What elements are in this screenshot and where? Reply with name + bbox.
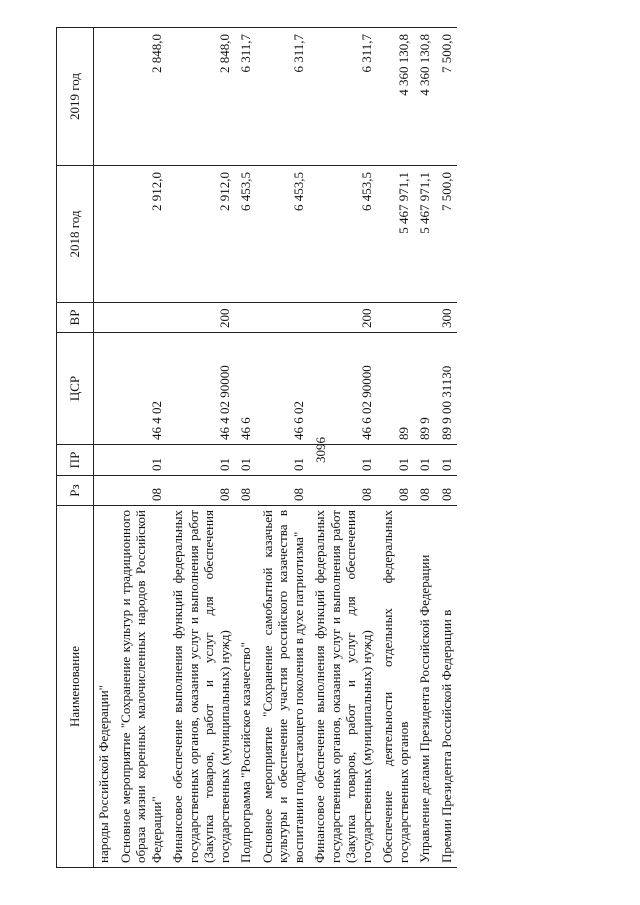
- row-rz: 08: [115, 476, 168, 506]
- row-2019: 6 311,7: [257, 28, 310, 166]
- row-name: Управление делами Президента Российской Федерации: [414, 506, 436, 868]
- row-2019: 4 360 130,8: [377, 28, 414, 166]
- budget-table: [56, 27, 457, 868]
- row-2019: 6 311,7: [309, 28, 377, 166]
- header-name: Наименование: [57, 506, 94, 868]
- header-2018: 2018 год: [57, 166, 94, 303]
- row-2019: 2 848,0: [115, 28, 168, 166]
- row-csr: 46 4 02 90000: [167, 333, 235, 445]
- row-2018: 6 453,5: [309, 166, 377, 303]
- row-2019: 2 848,0: [167, 28, 235, 166]
- row-csr: 46 4 02: [115, 333, 168, 445]
- row-csr: 46 6 02 90000: [309, 333, 377, 445]
- rotated-table-page: [56, 28, 596, 868]
- row-name: Основное мероприятие "Сохранение культур и традиционного образа жизни коренных малочисленных народов Российской Федерации": [115, 506, 168, 868]
- table-row: [235, 28, 257, 868]
- row-name: Основное мероприятие "Сохранение самобытной казачьей культуры и обеспечение участия российского казачества в воспитании подрастающего поколения в духе патриотизма": [257, 506, 310, 868]
- row-2018: 2 912,0: [167, 166, 235, 303]
- row-vr: [94, 303, 115, 333]
- row-rz: 08: [436, 476, 458, 506]
- row-pr: 01: [377, 445, 414, 476]
- row-pr: 01: [309, 445, 377, 476]
- row-name: Премии Президента Российской Федерации в: [436, 506, 458, 868]
- table-row: [167, 28, 235, 868]
- row-rz: 08: [235, 476, 257, 506]
- row-pr: 01: [414, 445, 436, 476]
- row-2019: [94, 28, 115, 166]
- table-row: [377, 28, 414, 868]
- page-number: 3096: [313, 437, 328, 463]
- row-rz: 08: [257, 476, 310, 506]
- header-2019: 2019 год: [57, 28, 94, 166]
- header-vr: ВР: [57, 303, 94, 333]
- row-2019: 6 311,7: [235, 28, 257, 166]
- row-2018: 7 500,0: [436, 166, 458, 303]
- row-pr: 01: [257, 445, 310, 476]
- row-rz: 08: [167, 476, 235, 506]
- table-row: [94, 28, 115, 868]
- row-pr: [94, 445, 115, 476]
- row-2018: 5 467 971,1: [414, 166, 436, 303]
- row-name: Обеспечение деятельности отдельных федеральных государственных органов: [377, 506, 414, 868]
- row-csr: 46 6: [235, 333, 257, 445]
- table-row: [257, 28, 310, 868]
- row-2018: 6 453,5: [257, 166, 310, 303]
- row-pr: 01: [436, 445, 458, 476]
- row-vr: [414, 303, 436, 333]
- row-rz: 08: [309, 476, 377, 506]
- row-pr: 01: [235, 445, 257, 476]
- row-name: Подпрограмма "Российское казачество": [235, 506, 257, 868]
- header-csr: ЦСР: [57, 333, 94, 445]
- row-2018: 5 467 971,1: [377, 166, 414, 303]
- row-rz: 08: [414, 476, 436, 506]
- row-rz: 08: [377, 476, 414, 506]
- table-row: [436, 28, 458, 868]
- table-row: [115, 28, 168, 868]
- row-csr: 89 9 00 31130: [436, 333, 458, 445]
- header-rz: Рз: [57, 476, 94, 506]
- row-name: Финансовое обеспечение выполнения функций федеральных государственных органов, оказания услуг и выполнения работ (Закупка товаров, работ и услуг для обеспечения государственных (муниципальных) нужд): [167, 506, 235, 868]
- row-name: Финансовое обеспечение выполнения функций федеральных государственных органов, оказания услуг и выполнения работ (Закупка товаров, работ и услуг для обеспечения государственных (муниципальных) нужд): [309, 506, 377, 868]
- row-vr: 200: [309, 303, 377, 333]
- row-2018: 2 912,0: [115, 166, 168, 303]
- row-csr: [94, 333, 115, 445]
- row-vr: [257, 303, 310, 333]
- header-pr: ПР: [57, 445, 94, 476]
- row-csr: 46 6 02: [257, 333, 310, 445]
- row-vr: 300: [436, 303, 458, 333]
- row-rz: [94, 476, 115, 506]
- row-pr: 01: [167, 445, 235, 476]
- table-row: [309, 28, 377, 868]
- row-name: народы Российской Федерации": [94, 506, 115, 868]
- row-2019: 7 500,0: [436, 28, 458, 166]
- row-2019: 4 360 130,8: [414, 28, 436, 166]
- row-csr: 89: [377, 333, 414, 445]
- row-vr: [115, 303, 168, 333]
- row-pr: 01: [115, 445, 168, 476]
- header-row: [57, 28, 94, 868]
- row-vr: [377, 303, 414, 333]
- row-2018: [94, 166, 115, 303]
- row-vr: [235, 303, 257, 333]
- row-vr: 200: [167, 303, 235, 333]
- row-2018: 6 453,5: [235, 166, 257, 303]
- table-row: [414, 28, 436, 868]
- row-csr: 89 9: [414, 333, 436, 445]
